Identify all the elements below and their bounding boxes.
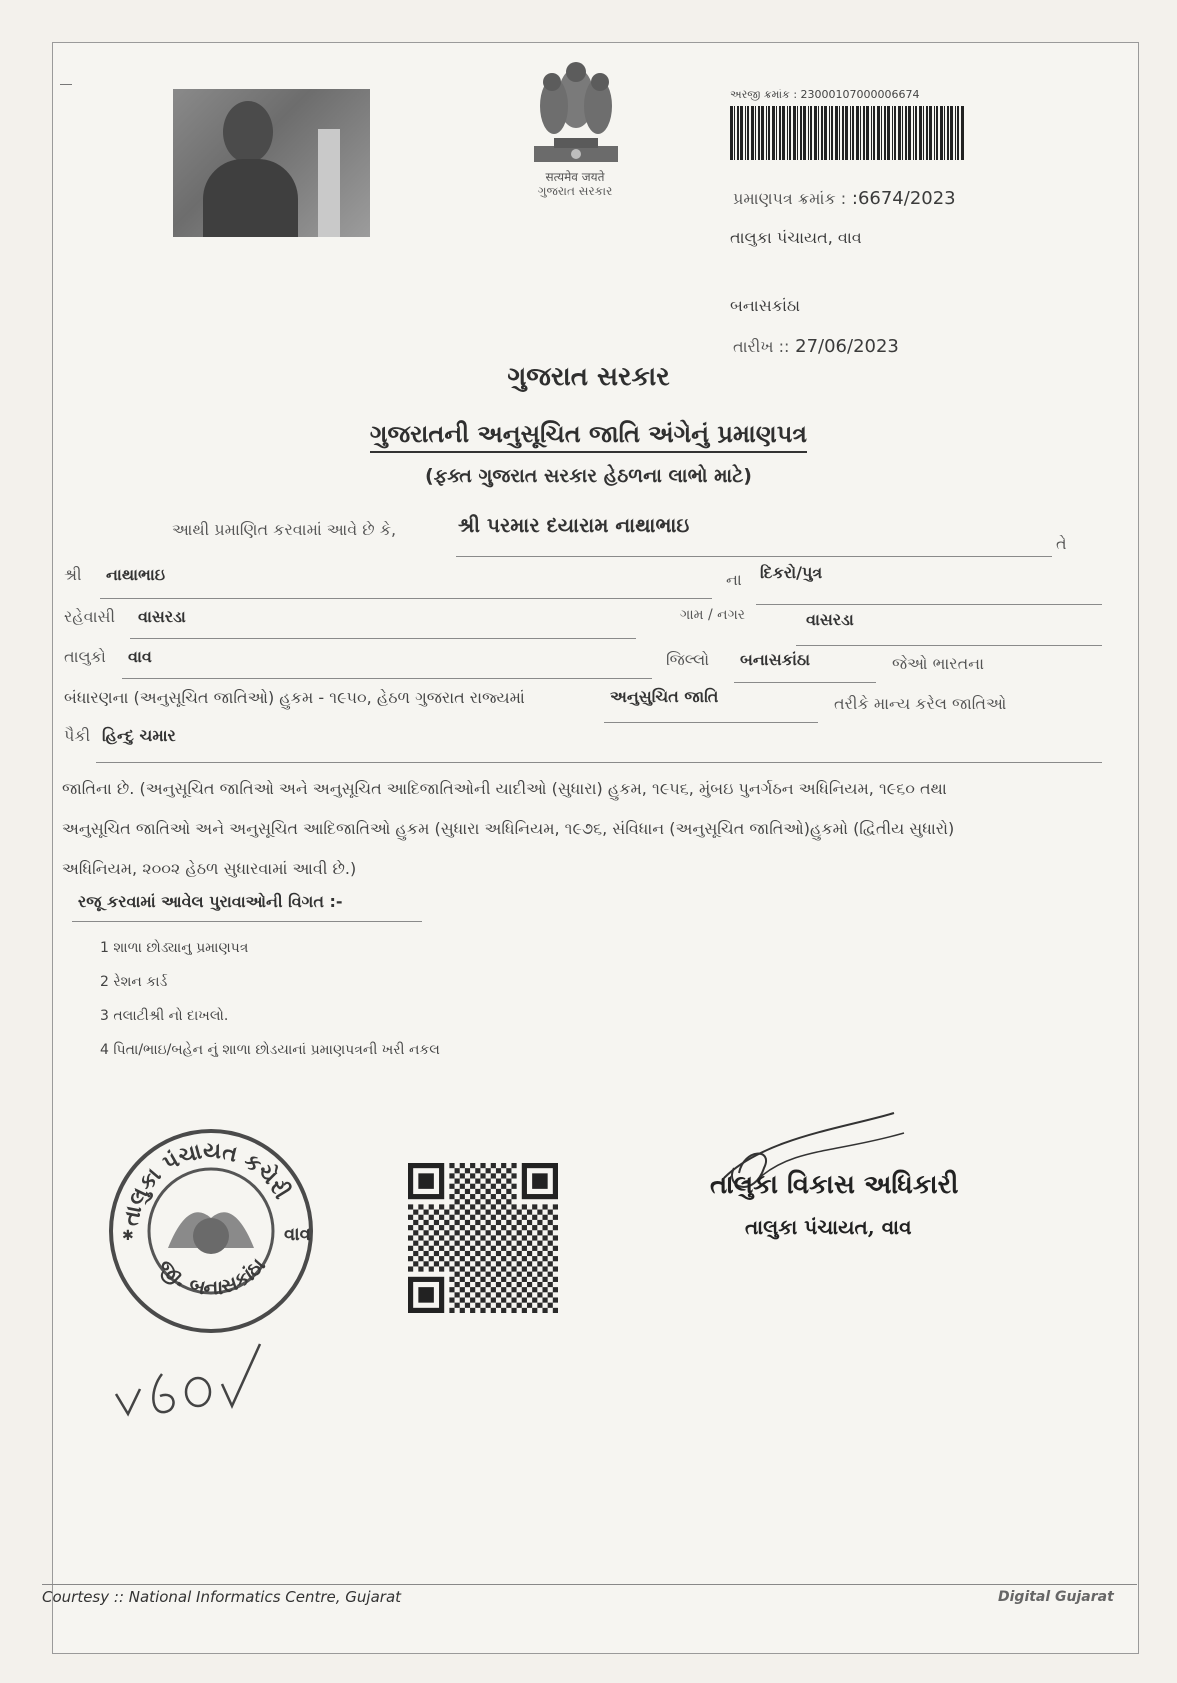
evidence-item: 3 તલાટીશ્રી નો દાખલો. — [100, 1008, 229, 1024]
te-label: તે — [1056, 534, 1067, 553]
underline — [122, 678, 652, 679]
relation: દિકરો/પુત્ર — [760, 563, 823, 582]
seal-text-right: વાવ — [284, 1224, 311, 1245]
underline — [796, 645, 1102, 646]
footer-courtesy: Courtesy :: National Informatics Centre, Gujarat — [42, 1588, 402, 1606]
taluka-office: તાલુકા પંચાયત, વાવ — [730, 228, 862, 247]
date-label: તારીખ :: — [733, 337, 790, 356]
constitution-text: બંધારણના (અનુસૂચિત જાતિઓ) હુકમ - ૧૯૫૦, હેઠળ ગુજરાત રાજ્યમાં — [64, 688, 525, 707]
na-label: ના — [726, 570, 742, 589]
qr-code — [408, 1163, 558, 1313]
underline — [100, 598, 712, 599]
signatory-office: તાલુકા પંચાયત, વાવ — [745, 1215, 912, 1239]
underline — [96, 762, 1102, 763]
legal-paragraph-line-1: જાતિના છે. (અનુસૂચિત જાતિઓ અને અનુસૂચિત આદિજાતિઓની યાદીઓ (સુધારા) હુકમ, ૧૯૫૬, મુંબઇ પુનર્ગઠન અધિનિયમ, ૧૯૬૦ તથા — [62, 779, 947, 798]
holder-name: શ્રી પરમાર દયારામ નાથાભાઇ — [458, 513, 690, 537]
certificate-number: :6674/2023 — [851, 188, 956, 209]
resident-label: રહેવાસી — [64, 607, 116, 626]
father-name: નાથાભાઇ — [106, 565, 166, 584]
underline — [130, 638, 636, 639]
recognized-text: તરીકે માન્ય કરેલ જાતિઓ — [834, 694, 1007, 713]
district-value: બનાસકાંઠા — [740, 650, 811, 669]
evidence-underline — [72, 921, 422, 922]
panchayat-seal-stamp — [108, 1128, 314, 1334]
header-district: બનાસકાંઠા — [730, 296, 801, 315]
seal-text-top: તાલુકા પંચાયત કચેરી — [118, 1138, 295, 1229]
emblem-government: ગુજરાત સરકાર — [537, 184, 613, 198]
signatory-designation: તાલુકા વિકાસ અધિકારી — [710, 1170, 959, 1200]
applicant-photo — [173, 89, 370, 237]
date-row — [733, 336, 899, 357]
underline — [456, 556, 1052, 557]
evidence-heading: રજૂ કરવામાં આવેલ પુરાવાઓની વિગત :- — [78, 892, 343, 911]
emblem-motto: सत्यमेव जयते — [545, 170, 605, 184]
handwritten-note — [110, 1334, 270, 1424]
margin-mark — [60, 84, 72, 85]
certificate-title — [0, 420, 1177, 448]
evidence-item: 4 પિતા/ભાઇ/બહેન નું શાળા છોડયાનાં પ્રમાણપત્રની ખરી નકલ — [100, 1042, 440, 1058]
category-value: અનુસુચિત જાતિ — [610, 687, 719, 706]
footer-rule — [42, 1584, 1137, 1585]
shri-label: શ્રી — [64, 565, 82, 584]
jeo-label: જેઓ ભારતના — [892, 654, 985, 673]
svg-text:તાલુકા પંચાયત કચેરી — [119, 1139, 295, 1228]
footer-brand: Digital Gujarat — [998, 1589, 1114, 1605]
village-label: ગામ / નગર — [680, 607, 746, 623]
intro-text: આથી પ્રમાણિત કરવામાં આવે છે કે, — [172, 520, 397, 539]
seal-text-bottom: જી. બનાસકાંઠા — [153, 1253, 270, 1300]
barcode — [730, 106, 966, 160]
svg-text:જી. બનાસકાંઠા — [153, 1253, 270, 1300]
underline — [756, 604, 1102, 605]
certificate-subtitle: (ફક્ત ગુજરાત સરકાર હેઠળના લાભો માટે) — [425, 465, 752, 487]
issue-date: 27/06/2023 — [795, 336, 899, 357]
evidence-item: 1 શાળા છોડ્યાનુ પ્રમાણપત્ર — [100, 940, 249, 956]
legal-paragraph-line-2: અનુસૂચિત જાતિઓ અને અનુસૂચિત આદિજાતિઓ હુકમ (સુધારા અધિનિયમ, ૧૯૭૬, સંવિધાન (અનુસૂચિત જાતિઓ)હુકમો (દ્વિતીય સુધારો) — [62, 819, 955, 838]
caste-value: હિન્દુ ચમાર — [102, 726, 176, 745]
application-number: અરજી ક્રમાંક : 2300010700000667​4 — [730, 88, 920, 101]
ashoka-emblem-icon — [524, 58, 628, 166]
village-value: વાસરડા — [806, 610, 854, 629]
underline — [734, 682, 876, 683]
evidence-item: 2 રેશન કાર્ડ — [100, 974, 168, 990]
certificate-number-label: પ્રમાણપત્ર ક્રમાંક : — [733, 189, 847, 208]
district-label: જિલ્લો — [666, 650, 710, 669]
resident-value: વાસરડા — [138, 607, 186, 626]
taluka-value: વાવ — [128, 647, 152, 666]
svg-text:✱: ✱ — [122, 1228, 134, 1244]
underline — [604, 722, 818, 723]
taluka-label: તાલુકો — [64, 647, 106, 666]
certificate-title-text: ગુજરાતની અનુસૂચિત જાતિ અંગેનું પ્રમાણપત્ર — [370, 420, 807, 453]
government-title: ગુજરાત સરકાર — [507, 362, 670, 392]
certificate-number-row — [733, 188, 956, 209]
legal-paragraph-line-3: અધિનિયમ, ૨૦૦૨ હેઠળ સુધારવામાં આવી છે.) — [62, 859, 357, 878]
among-label: પૈકી — [64, 726, 91, 745]
